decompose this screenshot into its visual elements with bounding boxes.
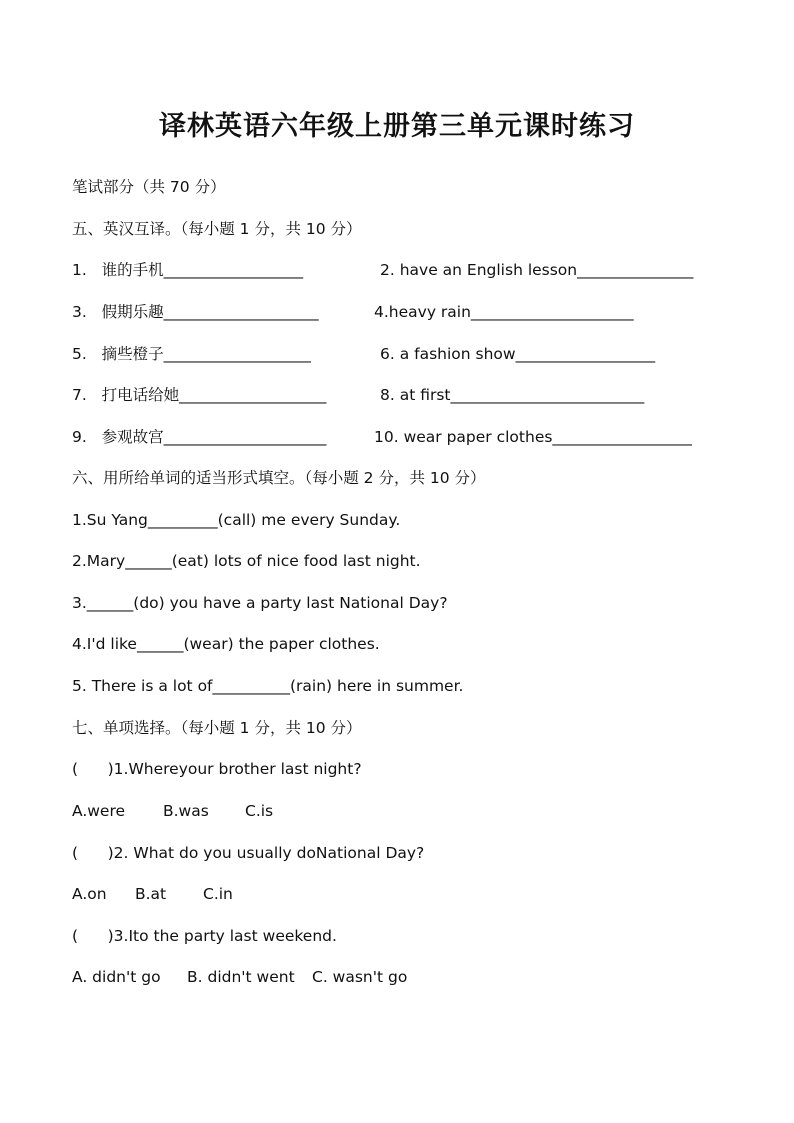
fill-blank-item-1: 1.Su Yang_________(call) me every Sunday. <box>72 511 401 529</box>
translation-item-8: 8. at first_________________________ <box>380 386 645 404</box>
translation-item-9: 9. 参观故宫_____________________ <box>72 428 327 446</box>
translation-item-5: 5. 摘些橙子___________________ <box>72 345 311 363</box>
choice-question-3: ( )3.Ito the party last weekend. <box>72 927 337 945</box>
choice-q2-option-b: B.at <box>135 885 167 903</box>
choice-q2-option-a: A.on <box>72 885 107 903</box>
choice-q2-option-c: C.in <box>203 885 233 903</box>
choice-q1-option-c: C.is <box>245 802 274 820</box>
choice-question-1: ( )1.Whereyour brother last night? <box>72 760 362 778</box>
fill-blank-item-3: 3.______(do) you have a party last National Day? <box>72 594 448 612</box>
page-title: 译林英语六年级上册第三单元课时练习 <box>159 111 635 142</box>
choice-q1-option-a: A.were <box>72 802 126 820</box>
translation-item-3: 3. 假期乐趣____________________ <box>72 303 319 321</box>
section7-heading: 七、单项选择。（每小题 1 分，共 10 分） <box>72 719 362 737</box>
translation-item-4: 4.heavy rain_____________________ <box>374 303 634 321</box>
translation-item-6: 6. a fashion show__________________ <box>380 345 656 363</box>
choice-q3-option-c: C. wasn't go <box>312 968 408 986</box>
choice-q1-option-b: B.was <box>163 802 209 820</box>
fill-blank-item-2: 2.Mary______(eat) lots of nice food last night. <box>72 552 421 570</box>
choice-question-2: ( )2. What do you usually doNational Day? <box>72 844 425 862</box>
fill-blank-item-5: 5. There is a lot of__________(rain) here in summer. <box>72 677 464 695</box>
translation-item-10: 10. wear paper clothes__________________ <box>374 428 692 446</box>
translation-item-7: 7. 打电话给她___________________ <box>72 386 327 404</box>
section6-heading: 六、用所给单词的适当形式填空。（每小题 2 分，共 10 分） <box>72 469 486 487</box>
choice-q3-option-b: B. didn't went <box>187 968 295 986</box>
section5-heading: 五、英汉互译。（每小题 1 分，共 10 分） <box>72 220 362 238</box>
translation-item-1: 1. 谁的手机__________________ <box>72 261 304 279</box>
fill-blank-item-4: 4.I'd like______(wear) the paper clothes. <box>72 635 380 653</box>
choice-q3-option-a: A. didn't go <box>72 968 161 986</box>
translation-item-2: 2. have an English lesson_______________ <box>380 261 694 279</box>
written-section-header: 笔试部分（共 70 分） <box>72 178 226 196</box>
